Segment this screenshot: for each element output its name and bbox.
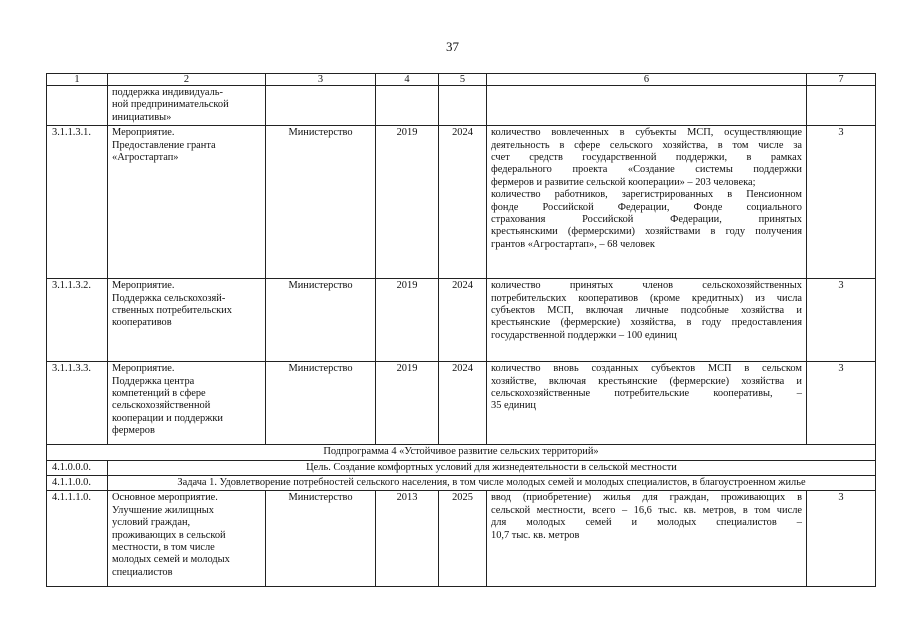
name-line: сельскохозяйственной bbox=[112, 400, 211, 412]
column-number: 4 bbox=[376, 74, 439, 86]
name-cell bbox=[108, 86, 266, 126]
start-year-cell: 2019 bbox=[376, 362, 439, 445]
name-line: поддержка индивидуаль- bbox=[112, 87, 223, 98]
code-cell: 3.1.1.3.2. bbox=[47, 279, 108, 362]
name-line: молодых семей и молодых bbox=[112, 554, 230, 566]
indicator-line: 35 единиц bbox=[491, 400, 536, 412]
indicator-cell bbox=[487, 279, 807, 362]
name-line: проживающих в сельской bbox=[112, 529, 226, 541]
name-line: компетенций в сфере bbox=[112, 388, 206, 400]
indicator-line: деятельность в сфере сельского хозяйства, в том числе за bbox=[491, 139, 802, 151]
indicator-line: сельскохозяйственные потребительские кооперативы, – bbox=[491, 388, 802, 400]
indicator-line: 10,7 тыс. кв. метров bbox=[491, 529, 580, 541]
name-line: Поддержка сельскохозяй- bbox=[112, 292, 226, 304]
name-line: Основное мероприятие. bbox=[112, 492, 218, 504]
start-year-cell bbox=[376, 86, 439, 126]
name-cell bbox=[108, 362, 266, 445]
end-year-cell: 2024 bbox=[439, 279, 487, 362]
indicator-line: сельской местности, всего – 16,6 тыс. кв. метров, в том числе bbox=[491, 504, 802, 516]
start-year-cell: 2013 bbox=[376, 491, 439, 587]
name-cell bbox=[108, 126, 266, 279]
executor-cell bbox=[266, 86, 376, 126]
end-year-cell: 2024 bbox=[439, 126, 487, 279]
table-row bbox=[47, 362, 876, 445]
name-line: местности, в том числе bbox=[112, 542, 215, 554]
indicator-line: потребительских кооперативов (кроме кредитных) из числа bbox=[491, 292, 802, 304]
column-number: 2 bbox=[108, 74, 266, 86]
name-line: инициативы» bbox=[112, 111, 172, 123]
name-line: ственных потребительских bbox=[112, 305, 232, 317]
code-cell: 4.1.1.1.0. bbox=[47, 491, 108, 587]
indicator-line: фонде Российской Федерации, Фонде социального bbox=[491, 201, 802, 213]
col7-cell bbox=[807, 86, 876, 126]
name-line: «Агростартап» bbox=[112, 152, 179, 164]
name-line: Мероприятие. bbox=[112, 127, 175, 139]
code-cell bbox=[47, 86, 108, 126]
start-year-cell: 2019 bbox=[376, 279, 439, 362]
end-year-cell bbox=[439, 86, 487, 126]
name-cell bbox=[108, 491, 266, 587]
executor-cell: Министерство bbox=[266, 491, 376, 587]
name-line: Мероприятие. bbox=[112, 363, 175, 375]
table-row bbox=[47, 279, 876, 362]
name-line: кооперации и поддержки bbox=[112, 412, 223, 424]
indicator-line: федерального проекта «Создание системы поддержки bbox=[491, 164, 802, 176]
indicator-line: крестьянскими (фермерскими) хозяйствами в году получения bbox=[491, 226, 802, 238]
name-line: Поддержка центра bbox=[112, 375, 195, 387]
column-number: 6 bbox=[487, 74, 807, 86]
page-number: 37 bbox=[446, 39, 459, 54]
column-number: 1 bbox=[47, 74, 108, 86]
goal-row bbox=[47, 460, 876, 475]
indicator-line: количество принятых членов сельскохозяйственных bbox=[491, 280, 802, 292]
task-text: Задача 1. Удовлетворение потребностей сельского населения, в том числе молодых семей и молодых специалистов, в благоустроенном жилье bbox=[108, 476, 876, 491]
indicator-line: субъектов МСП, включая личные подсобные хозяйства и bbox=[491, 305, 802, 317]
goal-text: Цель. Создание комфортных условий для жизнедеятельности в сельской местности bbox=[108, 460, 876, 475]
col7-cell: 3 bbox=[807, 279, 876, 362]
column-number: 3 bbox=[266, 74, 376, 86]
name-line: Улучшение жилищных bbox=[112, 504, 214, 516]
indicator-line: для молодых семей и молодых специалистов – bbox=[491, 517, 802, 529]
code-cell: 4.1.1.0.0. bbox=[47, 476, 108, 491]
task-row bbox=[47, 476, 876, 491]
executor-cell: Министерство bbox=[266, 362, 376, 445]
column-number-row bbox=[47, 74, 876, 86]
code-cell: 3.1.1.3.1. bbox=[47, 126, 108, 279]
end-year-cell: 2025 bbox=[439, 491, 487, 587]
end-year-cell: 2024 bbox=[439, 362, 487, 445]
indicator-line: крестьянские (фермерские) хозяйства, в году предоставления bbox=[491, 317, 802, 329]
indicator-cell bbox=[487, 362, 807, 445]
name-cell bbox=[108, 279, 266, 362]
column-number: 7 bbox=[807, 74, 876, 86]
indicator-line: хозяйстве, включая крестьянские (фермерские) хозяйства и bbox=[491, 375, 802, 387]
indicator-cell bbox=[487, 126, 807, 279]
subprogram-title: Подпрограмма 4 «Устойчивое развитие сельских территорий» bbox=[47, 445, 876, 460]
table-row bbox=[47, 126, 876, 279]
executor-cell: Министерство bbox=[266, 126, 376, 279]
indicator-line: количество работников, зарегистрированных в Пенсионном bbox=[491, 189, 802, 201]
indicator-line: ввод (приобретение) жилья для граждан, проживающих в bbox=[491, 492, 802, 504]
program-table bbox=[46, 73, 876, 587]
continuation-row bbox=[47, 86, 876, 126]
col7-cell: 3 bbox=[807, 126, 876, 279]
indicator-line: количество вовлеченных в субъекты МСП, осуществляющие bbox=[491, 127, 802, 139]
indicator-line: количество вновь созданных субъектов МСП в сельском bbox=[491, 363, 802, 375]
name-line: условий граждан, bbox=[112, 517, 191, 529]
name-line: фермеров bbox=[112, 425, 155, 437]
start-year-cell: 2019 bbox=[376, 126, 439, 279]
name-line: Предоставление гранта bbox=[112, 139, 216, 151]
indicator-cell bbox=[487, 491, 807, 587]
code-cell: 3.1.1.3.3. bbox=[47, 362, 108, 445]
col7-cell: 3 bbox=[807, 362, 876, 445]
name-line: специалистов bbox=[112, 566, 173, 578]
col7-cell: 3 bbox=[807, 491, 876, 587]
indicator-cell bbox=[487, 86, 807, 126]
column-number: 5 bbox=[439, 74, 487, 86]
indicator-line: грантов «Агростартап», – 68 человек bbox=[491, 238, 655, 250]
code-cell: 4.1.0.0.0. bbox=[47, 460, 108, 475]
table-row bbox=[47, 491, 876, 587]
name-line: кооперативов bbox=[112, 317, 172, 329]
name-line: Мероприятие. bbox=[112, 280, 175, 292]
indicator-line: фермеров и развитие сельской кооперации» – 203 человека; bbox=[491, 176, 756, 188]
indicator-line: счет средств государственной поддержки, в рамках bbox=[491, 152, 802, 164]
subprogram-row bbox=[47, 445, 876, 460]
indicator-line: страхования Российской Федерации, принятых bbox=[491, 214, 802, 226]
executor-cell: Министерство bbox=[266, 279, 376, 362]
name-line: ной предпринимательской bbox=[112, 99, 229, 111]
indicator-line: государственной поддержки – 100 единиц bbox=[491, 329, 677, 341]
